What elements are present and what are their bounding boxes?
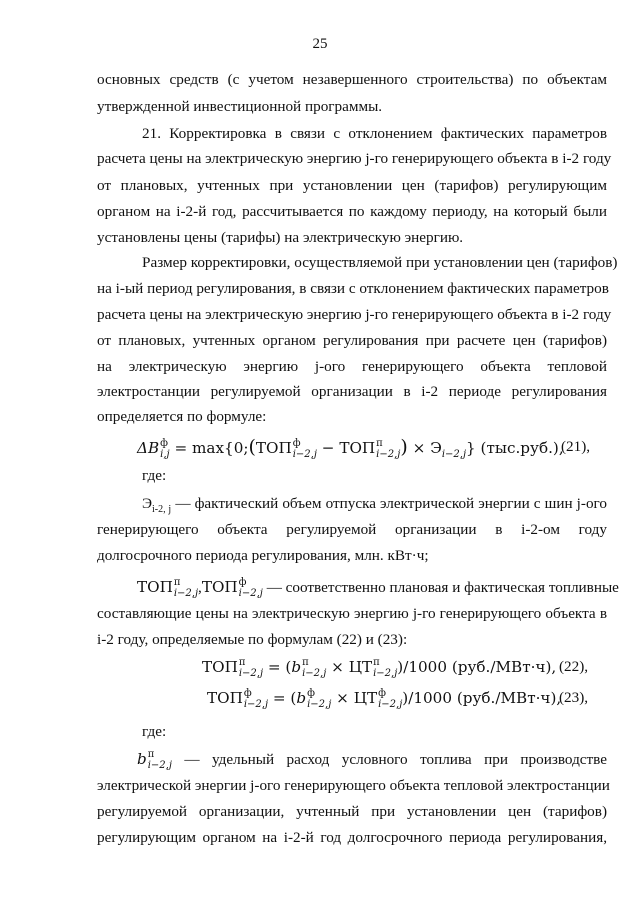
text-line-6: органом на i-2-й год, рассчитывается по каждому периоду, на который были (97, 203, 607, 220)
symbol-b-plan: b п i−2,j (137, 749, 172, 771)
text-line-9: на i-ый период регулирования, в связи с отклонением фактических параметров (97, 280, 609, 297)
text-line-21: i-2 году, определяемые по формулам (22) и (23): (97, 631, 408, 648)
formula-21: ΔB ф i,j = max{0;(ТОП ф i−2,j − ТОП п i−2,j ) × $Э_{i-2,j}$} (тыс.руб.), (137, 436, 564, 461)
symbol-top-fact: ТОП ф i−2,j (201, 577, 263, 599)
text-line-5: от плановых, учтенных при установлении цен (тарифов) регулирующим (97, 177, 607, 194)
formula-23-number: (23), (559, 689, 589, 706)
formula-21-number: (21), (561, 438, 591, 455)
text-line-26: регулирующим органом на i-2-й год долгосрочного периода регулирования, (97, 829, 607, 846)
text-line-13: электростанции регулируемой организации в i-2 периоде регулирования (97, 383, 607, 400)
text-line-10: расчета цены на электрическую энергию j-го генерирующего объекта в i-2 году (97, 306, 612, 323)
text-line-1: основных средств (с учетом незавершенного строительства) по объектам (97, 71, 607, 88)
formula-22-number: (22), (559, 658, 589, 675)
text-line-11: от плановых, учтенных органом регулирования при расчете цен (тарифов) (97, 332, 607, 349)
text-line-2: утвержденной инвестиционной программы. (97, 98, 383, 115)
text-line-15: где: (142, 467, 167, 484)
text-line-4: расчета цены на электрическую энергию j-го генерирующего объекта в i-2 году (97, 150, 612, 167)
text-line-18: долгосрочного периода регулирования, млн. кВт·ч; (97, 547, 429, 564)
text-line-19: ТОП п i−2,j ,ТОП ф i−2,j — соответственно плановая и фактическая топливные (137, 577, 619, 599)
text-line-20: составляющие цены на электрическую энергию j-го генерирующего объекта в (97, 605, 607, 622)
text-line-16: $Э_{i-2, j}$ — фактический объем отпуска электрической энергии с шин j-ого (142, 495, 607, 516)
text-line-8: Размер корректировки, осуществляемой при установлении цен (тарифов) (142, 254, 618, 271)
text-line-7: установлены цены (тарифы) на электрическую энергию. (97, 229, 464, 246)
symbol-e: $Э_{i-2, j}$ (142, 495, 172, 516)
text-line-25: регулируемой организации, учтенный при установлении цен (тарифов) (97, 803, 607, 820)
text-line-14: определяется по формуле: (97, 408, 267, 425)
text-line-3: 21. Корректировка в связи с отклонением фактических параметров (142, 125, 607, 142)
text-line-17: генерирующего объекта регулируемой организации в i-2-ом году (97, 521, 607, 538)
text-line-24: электрической энергии j-ого генерирующего объекта тепловой электростанции (97, 777, 610, 794)
formula-23: ТОП ф i−2,j = (b ф i−2,j × ЦТ ф i−2,j )/1000 (руб./МВт·ч), (207, 688, 562, 710)
formula-22: ТОП п i−2,j = (b п i−2,j × ЦТ п i−2,j )/1000 (руб./МВт·ч), (202, 657, 557, 679)
text-line-23: b п i−2,j — удельный расход условного топлива при производстве (137, 749, 607, 771)
symbol-top-plan: ТОП п i−2,j (137, 577, 199, 599)
text-line-12: на электрическую энергию j-ого генерирующего объекта тепловой (97, 358, 607, 375)
page-number: 25 (312, 36, 328, 52)
text-line-22: где: (142, 723, 167, 740)
